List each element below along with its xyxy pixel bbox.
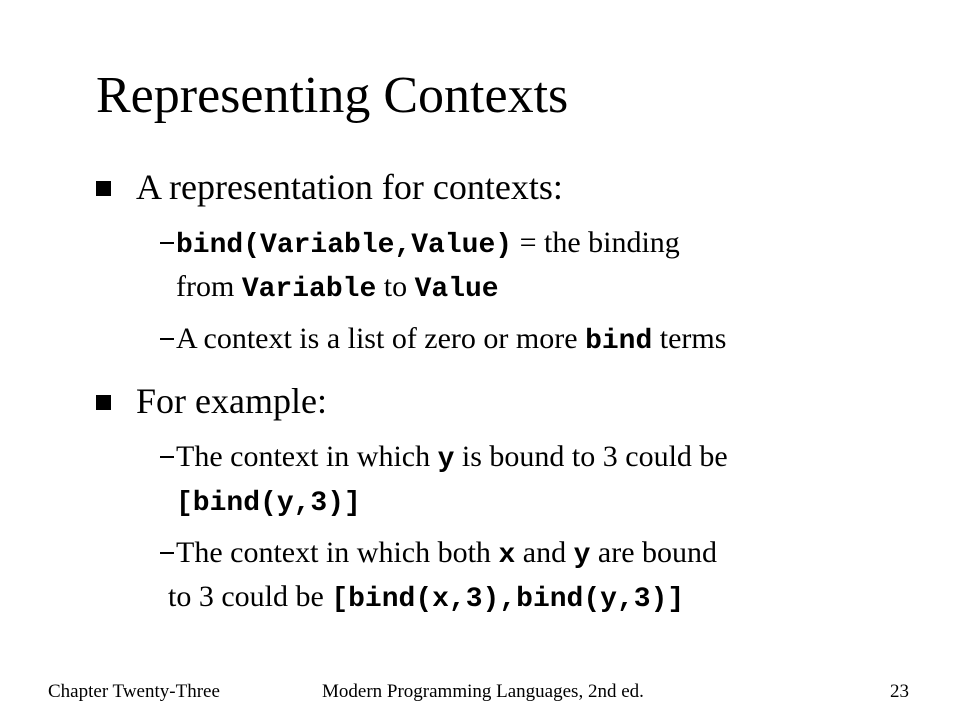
text-span: to 3 could be: [168, 580, 332, 613]
code-span: [bind(x,3),bind(y,3)]: [331, 584, 685, 615]
text-span: are bound: [590, 536, 718, 569]
sub-bullet-line: [168, 576, 684, 621]
footer-page-number: 23: [890, 681, 909, 702]
text-span: The context in which: [176, 440, 438, 473]
square-bullet-icon: [96, 395, 111, 410]
text-span: The context in which both: [176, 536, 499, 569]
dash-bullet-icon: [160, 338, 174, 340]
text-span: terms: [652, 322, 727, 355]
dash-bullet-icon: [160, 456, 174, 458]
sub-bullet-line: [176, 222, 680, 267]
dash-bullet-icon: [160, 242, 174, 244]
sub-bullet-line: [176, 532, 717, 577]
sub-bullet-line: [176, 318, 726, 363]
text-span: is bound to 3 could be: [454, 440, 728, 473]
code-span: bind: [585, 326, 653, 357]
sub-bullet-line: [176, 480, 361, 525]
footer-chapter: Chapter Twenty-Three: [48, 681, 220, 702]
sub-bullet-line: [176, 436, 728, 481]
slide-title: Representing Contexts: [96, 67, 569, 124]
code-span: y: [573, 540, 591, 571]
code-span: [bind(y,3)]: [176, 488, 361, 519]
text-span: A context is a list of zero or more: [176, 322, 586, 355]
bullet-text: A representation for contexts:: [136, 167, 563, 207]
text-span: from: [176, 270, 242, 303]
sub-bullet-line: [176, 266, 499, 311]
dash-bullet-icon: [160, 552, 174, 554]
text-span: and: [515, 536, 574, 569]
code-span: y: [437, 444, 455, 475]
text-span: = the binding: [512, 226, 680, 259]
text-span: to: [376, 270, 415, 303]
square-bullet-icon: [96, 181, 111, 196]
code-span: Value: [414, 274, 499, 305]
bullet-text: For example:: [136, 381, 327, 421]
code-span: Variable: [241, 274, 377, 305]
code-span: bind(Variable,Value): [176, 230, 513, 261]
code-span: x: [498, 540, 516, 571]
footer-book-title: Modern Programming Languages, 2nd ed.: [322, 681, 644, 702]
